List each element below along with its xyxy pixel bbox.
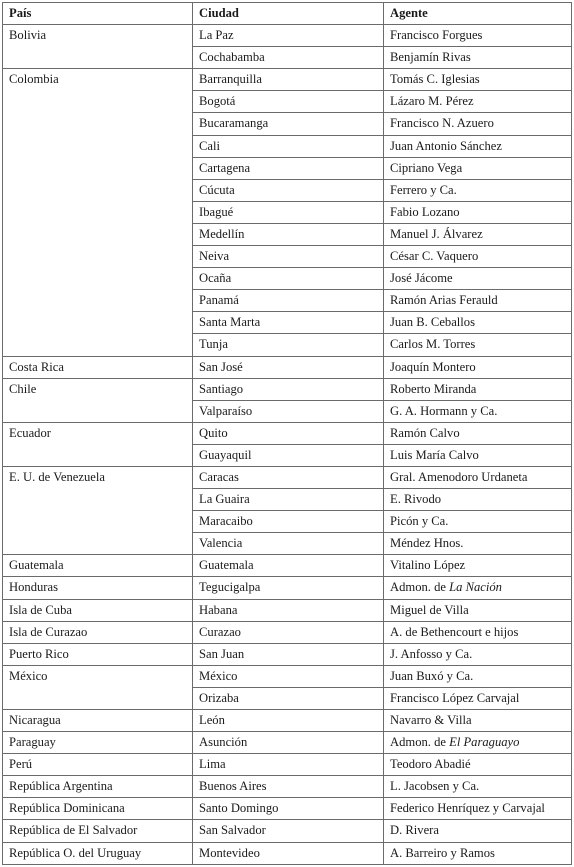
agente-text: César C. Vaquero xyxy=(390,249,479,264)
agente-text: Juan Buxó y Ca. xyxy=(390,668,474,683)
cell-pais: Perú xyxy=(3,754,193,776)
header-ciudad: Ciudad xyxy=(193,3,384,25)
cell-ciudad: San Juan xyxy=(193,643,384,665)
table-row xyxy=(3,555,572,577)
cell-agente xyxy=(384,533,572,555)
table-row xyxy=(3,776,572,798)
cell-ciudad: Guayaquil xyxy=(193,444,384,466)
agente-text: Navarro & Villa xyxy=(390,713,472,727)
cell-agente xyxy=(384,643,572,665)
table-body xyxy=(3,25,572,865)
agente-text: J. Anfosso y Ca. xyxy=(390,646,473,661)
cell-agente xyxy=(384,555,572,577)
agente-text: Francisco Forgues xyxy=(390,28,483,43)
table-row xyxy=(3,732,572,754)
cell-ciudad: Bogotá xyxy=(193,91,384,113)
cell-agente xyxy=(384,268,572,290)
agente-text: Manuel J. Álvarez xyxy=(390,226,483,241)
table-row xyxy=(3,25,572,47)
cell-ciudad: San José xyxy=(193,356,384,378)
table-row xyxy=(3,643,572,665)
cell-agente xyxy=(384,312,572,334)
table-row xyxy=(3,621,572,643)
cell-ciudad: Barranquilla xyxy=(193,69,384,91)
cell-pais: República de El Salvador xyxy=(3,820,193,842)
cell-pais: Honduras xyxy=(3,577,193,599)
table-row xyxy=(3,466,572,488)
table-row xyxy=(3,842,572,864)
agente-text: Carlos M. Torres xyxy=(390,337,476,352)
agente-text: Admon. de xyxy=(390,735,450,750)
cell-agente xyxy=(384,665,572,687)
cell-pais: Paraguay xyxy=(3,732,193,754)
cell-pais: República Argentina xyxy=(3,776,193,798)
cell-ciudad: Maracaibo xyxy=(193,511,384,533)
cell-agente xyxy=(384,47,572,69)
cell-agente xyxy=(384,754,572,776)
cell-ciudad: Cartagena xyxy=(193,157,384,179)
agente-text: Miguel de Villa xyxy=(390,602,469,617)
cell-pais: Bolivia xyxy=(3,25,193,69)
cell-pais: Ecuador xyxy=(3,422,193,466)
cell-ciudad: Habana xyxy=(193,599,384,621)
cell-agente xyxy=(384,842,572,864)
cell-agente xyxy=(384,776,572,798)
cell-agente xyxy=(384,400,572,422)
cell-agente xyxy=(384,798,572,820)
cell-pais: Costa Rica xyxy=(3,356,193,378)
cell-pais: Isla de Curazao xyxy=(3,621,193,643)
cell-ciudad: Ibagué xyxy=(193,201,384,223)
cell-pais: Guatemala xyxy=(3,555,193,577)
cell-ciudad: Neiva xyxy=(193,246,384,268)
cell-agente xyxy=(384,422,572,444)
cell-pais: Nicaragua xyxy=(3,710,193,732)
agente-text: Juan B. Ceballos xyxy=(390,315,476,330)
cell-ciudad: Lima xyxy=(193,754,384,776)
agente-text: A. Barreiro y Ramos xyxy=(390,845,495,860)
cell-ciudad: Santo Domingo xyxy=(193,798,384,820)
cell-agente xyxy=(384,179,572,201)
cell-pais: Puerto Rico xyxy=(3,643,193,665)
agente-publication: La Nación xyxy=(449,580,502,595)
cell-agente xyxy=(384,444,572,466)
table-row xyxy=(3,710,572,732)
cell-ciudad: Caracas xyxy=(193,466,384,488)
header-agente: Agente xyxy=(384,3,572,25)
cell-agente xyxy=(384,687,572,709)
agente-text: Roberto Miranda xyxy=(390,381,477,396)
cell-ciudad: La Paz xyxy=(193,25,384,47)
agente-text: Francisco N. Azuero xyxy=(390,116,494,131)
cell-ciudad: León xyxy=(193,710,384,732)
cell-agente xyxy=(384,710,572,732)
cell-agente xyxy=(384,466,572,488)
cell-ciudad: Tegucigalpa xyxy=(193,577,384,599)
agente-text: D. Rivera xyxy=(390,823,439,838)
cell-ciudad: Orizaba xyxy=(193,687,384,709)
agente-text: Lázaro M. Pérez xyxy=(390,94,474,109)
cell-pais: Chile xyxy=(3,378,193,422)
agente-text: Benjamín Rivas xyxy=(390,50,471,65)
agente-text: G. A. Hormann y Ca. xyxy=(390,403,498,418)
cell-agente xyxy=(384,820,572,842)
cell-ciudad: Ocaña xyxy=(193,268,384,290)
agente-text: José Jácome xyxy=(390,271,453,286)
cell-agente xyxy=(384,201,572,223)
header-pais: País xyxy=(3,3,193,25)
table-row xyxy=(3,599,572,621)
cell-ciudad: San Salvador xyxy=(193,820,384,842)
cell-ciudad: Bucaramanga xyxy=(193,113,384,135)
cell-ciudad: Montevideo xyxy=(193,842,384,864)
cell-ciudad: Cúcuta xyxy=(193,179,384,201)
cell-ciudad: Buenos Aires xyxy=(193,776,384,798)
cell-agente xyxy=(384,732,572,754)
agente-text: Teodoro Abadié xyxy=(390,757,471,772)
table-row xyxy=(3,798,572,820)
cell-ciudad: Cali xyxy=(193,135,384,157)
table-row xyxy=(3,378,572,400)
agente-text: Méndez Hnos. xyxy=(390,536,464,551)
cell-agente xyxy=(384,599,572,621)
cell-pais: México xyxy=(3,665,193,709)
agente-text: Cipriano Vega xyxy=(390,160,463,175)
agents-table xyxy=(2,2,572,865)
cell-pais: E. U. de Venezuela xyxy=(3,466,193,554)
cell-ciudad: Valencia xyxy=(193,533,384,555)
cell-pais: República Dominicana xyxy=(3,798,193,820)
table-row xyxy=(3,69,572,91)
table-row xyxy=(3,754,572,776)
agente-text: Fabio Lozano xyxy=(390,204,460,219)
agente-text: A. de Bethencourt e hijos xyxy=(390,624,519,639)
table-row xyxy=(3,422,572,444)
cell-ciudad: Medellín xyxy=(193,223,384,245)
cell-agente xyxy=(384,25,572,47)
cell-agente xyxy=(384,511,572,533)
cell-agente xyxy=(384,334,572,356)
agente-text: Picón y Ca. xyxy=(390,514,449,529)
cell-ciudad: Santiago xyxy=(193,378,384,400)
cell-ciudad: México xyxy=(193,665,384,687)
cell-ciudad: Quito xyxy=(193,422,384,444)
agente-text: E. Rivodo xyxy=(390,492,442,507)
cell-ciudad: Guatemala xyxy=(193,555,384,577)
agente-text: Federico Henríquez y Carvajal xyxy=(390,801,545,816)
agente-text: Vitalino López xyxy=(390,558,466,573)
agente-text: Ramón Calvo xyxy=(390,425,460,440)
cell-agente xyxy=(384,356,572,378)
cell-agente xyxy=(384,621,572,643)
agente-text: Joaquín Montero xyxy=(390,359,476,374)
table-row xyxy=(3,820,572,842)
cell-agente xyxy=(384,378,572,400)
cell-agente xyxy=(384,290,572,312)
agente-text: Tomás C. Iglesias xyxy=(390,72,480,87)
cell-agente xyxy=(384,246,572,268)
cell-ciudad: Valparaíso xyxy=(193,400,384,422)
cell-agente xyxy=(384,157,572,179)
cell-agente xyxy=(384,113,572,135)
agente-text: Francisco López Carvajal xyxy=(390,690,520,705)
cell-agente xyxy=(384,577,572,599)
cell-agente xyxy=(384,223,572,245)
cell-pais: República O. del Uruguay xyxy=(3,842,193,864)
cell-ciudad: Panamá xyxy=(193,290,384,312)
table-row xyxy=(3,356,572,378)
cell-ciudad: Tunja xyxy=(193,334,384,356)
cell-ciudad: Santa Marta xyxy=(193,312,384,334)
cell-ciudad: Curazao xyxy=(193,621,384,643)
agente-text: Luis María Calvo xyxy=(390,447,479,462)
cell-agente xyxy=(384,69,572,91)
cell-ciudad: Cochabamba xyxy=(193,47,384,69)
header-row xyxy=(3,3,572,25)
cell-ciudad: Asunción xyxy=(193,732,384,754)
agente-text: Ramón Arias Ferauld xyxy=(390,293,498,308)
cell-agente xyxy=(384,135,572,157)
cell-pais: Isla de Cuba xyxy=(3,599,193,621)
agente-text: L. Jacobsen y Ca. xyxy=(390,779,480,794)
cell-agente xyxy=(384,489,572,511)
table-row xyxy=(3,577,572,599)
cell-pais: Colombia xyxy=(3,69,193,356)
cell-agente xyxy=(384,91,572,113)
cell-ciudad: La Guaira xyxy=(193,489,384,511)
agente-text: Juan Antonio Sánchez xyxy=(390,138,502,153)
agente-text: Ferrero y Ca. xyxy=(390,182,457,197)
table-row xyxy=(3,665,572,687)
agente-text: Admon. de xyxy=(390,580,450,595)
agente-publication: El Paraguayo xyxy=(449,735,520,750)
agente-text: Gral. Amenodoro Urdaneta xyxy=(390,469,528,484)
